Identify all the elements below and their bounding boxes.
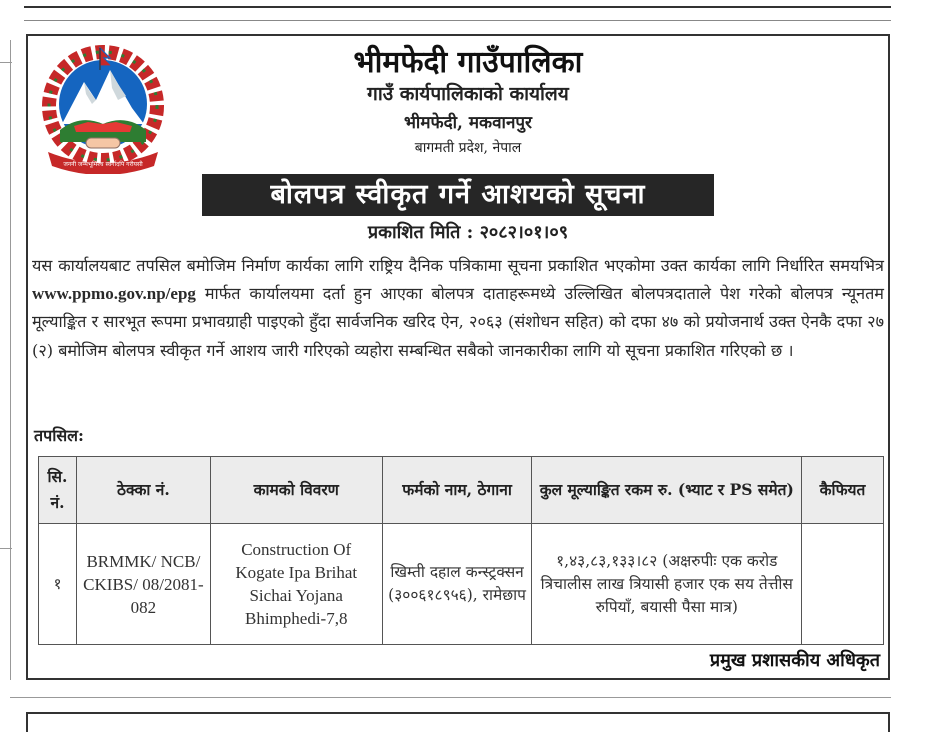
notice-title: बोलपत्र स्वीकृत गर्ने आशयको सूचना: [202, 174, 714, 216]
cell-remarks: [802, 524, 884, 645]
tender-notice: [26, 34, 890, 680]
col-header-sn: सि. नं.: [39, 457, 77, 524]
left-column-rule: [10, 40, 11, 680]
col-header-work-description: कामको विवरण: [210, 457, 382, 524]
office-name: गाउँ कार्यपालिकाको कार्यालय: [367, 83, 569, 105]
col-header-contract-no: ठेक्का नं.: [76, 457, 210, 524]
cell-sn: १: [39, 524, 77, 645]
next-notice-edge: [26, 712, 890, 732]
province-name: बागमती प्रदेश, नेपाल: [414, 140, 522, 156]
cell-amount: १,४३,८३,१३३।८२ (अक्षरुपीः एक करोड त्रिचालीस लाख त्रियासी हजार एक सय तेत्तीस रुपियाँ, बयासी पैसा मात्र): [532, 524, 802, 645]
table-row: [39, 524, 884, 645]
cell-firm: खिम्ती दहाल कन्स्ट्रक्सन (३००६१८९५६), रामेछाप: [382, 524, 532, 645]
nepal-government-emblem-icon: [40, 44, 166, 174]
table-header-row: [39, 457, 884, 524]
col-header-remarks: कैफियत: [802, 457, 884, 524]
details-table: [38, 456, 884, 645]
office-location: भीमफेदी, मकवानपुर: [403, 113, 532, 133]
left-tick: [0, 62, 12, 63]
cell-work-description: Construction Of Kogate Ipa Brihat Sichai Yojana Bhimphedi-7,8: [210, 524, 382, 645]
published-date: प्रकाशित मिति : २०८२।०१।०९: [367, 222, 569, 243]
cell-contract-no: BRMMK/ NCB/ CKIBS/ 08/2081-082: [76, 524, 210, 645]
notice-body-text: मार्फत कार्यालयमा दर्ता हुन आएका बोलपत्र दाताहरूमध्ये उल्लिखित बोलपत्रदाताले पेश गरेको बोलपत्र न्यूनतम मूल्याङ्कित र सारभूत रूपमा प्रभावग्राही पाइएको हुँदा सार्वजनिक खरिद ऐन, २०६३ (संशोधन सहित) को दफा ४७ को प्रयोजनार्थ उक्त ऐनकै दफा २७ (२) बमोजिम बोलपत्र स्वीकृत गर्ने आशय जारी गरिएको व्यहोरा सम्बन्धित सबैको जानकारीका लागि यो सूचना प्रकाशित गरिएको छ ।: [32, 284, 884, 360]
emblem-motto: जननी जन्मभूमिश्च स्वर्गादपि गरीयसी: [63, 161, 143, 168]
col-header-amount: कुल मूल्याङ्कित रकम रु. (भ्याट र PS समेत): [532, 457, 802, 524]
details-label: तपसिल:: [34, 426, 84, 445]
col-header-firm: फर्मको नाम, ठेगाना: [382, 457, 532, 524]
previous-notice-edge: [0, 0, 947, 26]
ppmo-link[interactable]: www.ppmo.gov.np/epg: [32, 284, 196, 304]
left-tick: [0, 548, 12, 549]
municipality-name: भीमफेदी गाउँपालिका: [353, 45, 583, 80]
signatory-title: प्रमुख प्रशासकीय अधिकृत: [709, 650, 880, 671]
bottom-rule: [10, 697, 891, 698]
notice-body: [32, 252, 884, 365]
notice-body-text: यस कार्यालयबाट तपसिल बमोजिम निर्माण कार्यका लागि राष्ट्रिय दैनिक पत्रिकामा सूचना प्रकाशित भएकोमा उक्त कार्यका लागि निर्धारित समयभित्र: [32, 256, 884, 275]
